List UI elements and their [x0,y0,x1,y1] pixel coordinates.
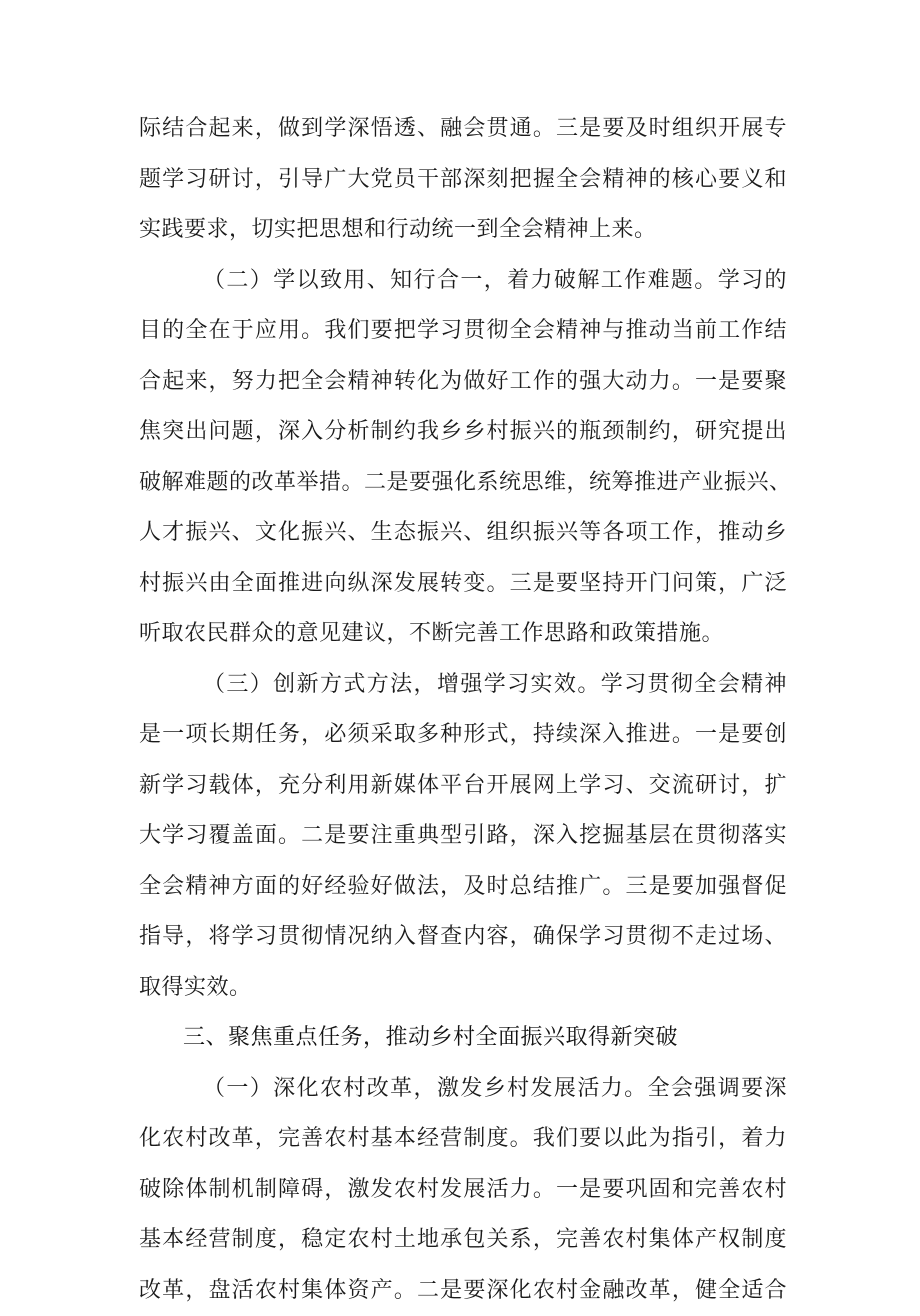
paragraph-line: 人才振兴、文化振兴、生态振兴、组织振兴等各项工作，推动乡 [139,508,787,559]
paragraph-line: 破解难题的改革举措。二是要强化系统思维，统筹推进产业振兴、 [139,458,787,509]
section-heading: 三、聚焦重点任务，推动乡村全面振兴取得新突破 [139,1013,787,1064]
paragraph-line: 际结合起来，做到学深悟透、融会贯通。三是要及时组织开展专 [139,104,787,155]
paragraph-line: 焦突出问题，深入分析制约我乡乡村振兴的瓶颈制约，研究提出 [139,407,787,458]
paragraph-line: 基本经营制度，稳定农村土地承包关系，完善农村集体产权制度 [139,1215,787,1266]
paragraph-line: 指导，将学习贯彻情况纳入督查内容，确保学习贯彻不走过场、 [139,912,787,963]
paragraph-line: 改革，盘活农村集体资产。二是要深化农村金融改革，健全适合 [139,1266,787,1316]
paragraph-line: 目的全在于应用。我们要把学习贯彻全会精神与推动当前工作结 [139,306,787,357]
paragraph-line: 合起来，努力把全会精神转化为做好工作的强大动力。一是要聚 [139,357,787,408]
paragraph-line: 村振兴由全面推进向纵深发展转变。三是要坚持开门问策，广泛 [139,559,787,610]
paragraph-line: （二）学以致用、知行合一，着力破解工作难题。学习的 [139,256,787,307]
paragraph-line: 全会精神方面的好经验好做法，及时总结推广。三是要加强督促 [139,862,787,913]
paragraph-line: （三）创新方式方法，增强学习实效。学习贯彻全会精神 [139,660,787,711]
paragraph-line: 破除体制机制障碍，激发农村发展活力。一是要巩固和完善农村 [139,1165,787,1216]
paragraph-line: 是一项长期任务，必须采取多种形式，持续深入推进。一是要创 [139,710,787,761]
paragraph-line: 题学习研讨，引导广大党员干部深刻把握全会精神的核心要义和 [139,155,787,206]
paragraph-line: 大学习覆盖面。二是要注重典型引路，深入挖掘基层在贯彻落实 [139,811,787,862]
paragraph-line: 化农村改革，完善农村基本经营制度。我们要以此为指引，着力 [139,1114,787,1165]
paragraph-line: 听取农民群众的意见建议，不断完善工作思路和政策措施。 [139,609,787,660]
paragraph-line: 新学习载体，充分利用新媒体平台开展网上学习、交流研讨，扩 [139,761,787,812]
paragraph-line: 实践要求，切实把思想和行动统一到全会精神上来。 [139,205,787,256]
document-body [139,104,787,1316]
paragraph-line: 取得实效。 [139,963,787,1014]
paragraph-line: （一）深化农村改革，激发乡村发展活力。全会强调要深 [139,1064,787,1115]
